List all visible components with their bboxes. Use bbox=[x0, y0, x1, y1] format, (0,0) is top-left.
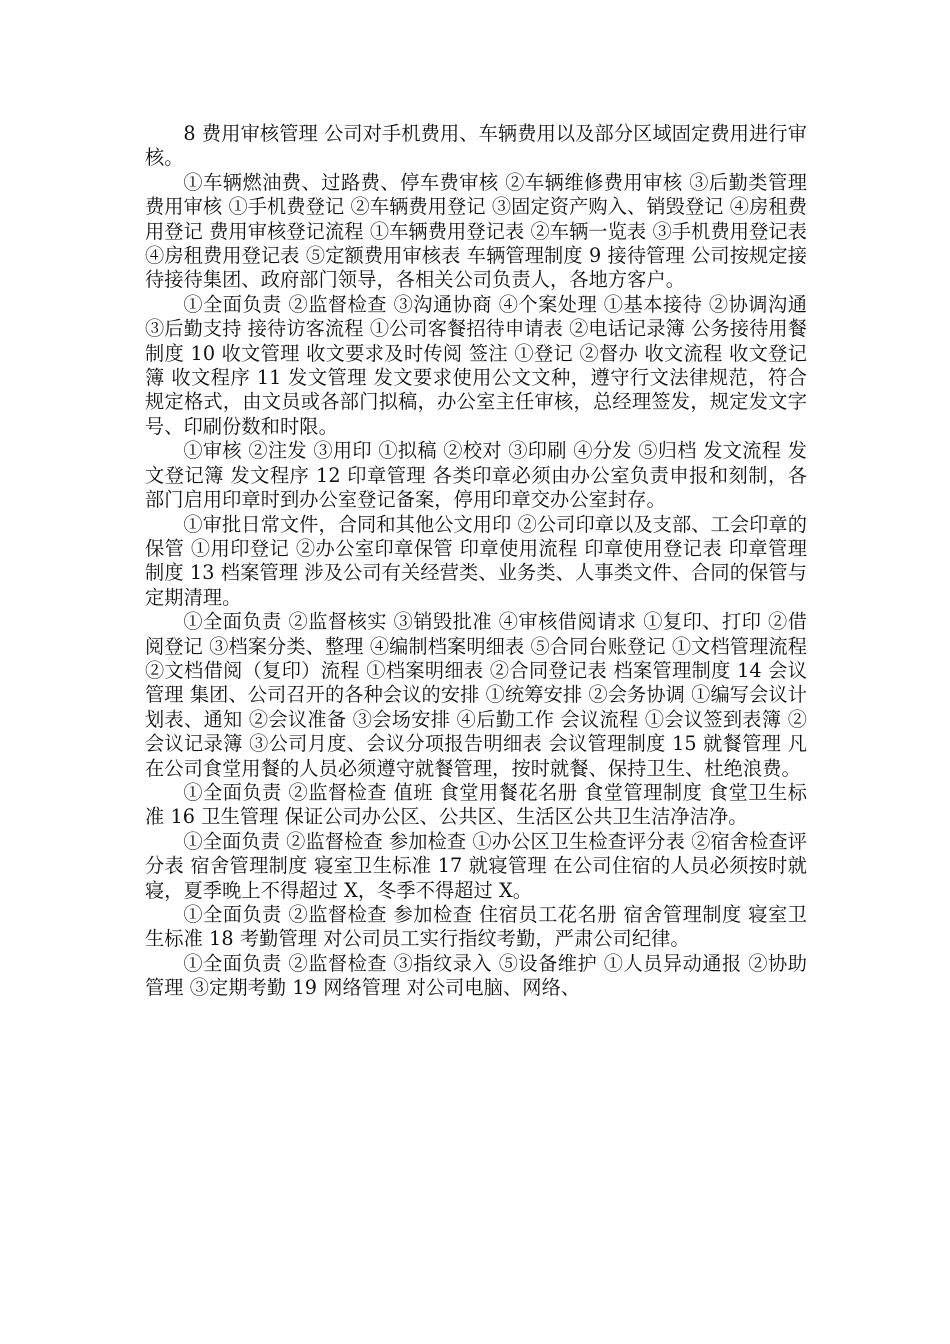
paragraph-attendance-items: ①全面负责 ②监督检查 ③指纹录入 ⑤设备维护 ①人员异动通报 ②协助管理 ③定期考勤 19 网络管理 对公司电脑、网络、 bbox=[145, 951, 807, 1000]
paragraph-archive-meeting-items: ①全面负责 ②监督核实 ③销毁批准 ④审核借阅请求 ①复印、打印 ②借阅登记 ③档案分类、整理 ④编制档案明细表 ⑤合同台账登记 ①文档管理流程 ②文档借阅（复印）流程 ①档案明细表 ②合同登记表 档案管理制度 14 会议管理 集团、公司召开的各种会议的安排 ①统筹安排 ②会务协调 ①编写会议计划表、通知 ②会议准备 ③会场安排 ④后勤工作 会议流程 ①会议签到表簿 ②会议记录簿 ③公司月度、会议分项报告明细表 会议管理制度 15 就餐管理 凡在公司食堂用餐的人员必须遵守就餐管理，按时就餐、保持卫生、杜绝浪费。 bbox=[145, 610, 807, 780]
paragraph-dispatch-items: ①审核 ②注发 ③用印 ①拟稿 ②校对 ③印刷 ④分发 ⑤归档 发文流程 发文登记簿 发文程序 12 印章管理 各类印章必须由办公室负责申报和刻制，各部门启用印章时到办公室登记备案，停用印章交办公室封存。 bbox=[145, 439, 807, 512]
document-body bbox=[145, 122, 807, 1001]
paragraph-reception-items: ①全面负责 ②监督检查 ③沟通协商 ④个案处理 ①基本接待 ②协调沟通 ③后勤支持 接待访客流程 ①公司客餐招待申请表 ②电话记录簿 公务接待用餐制度 10 收文管理 收文要求及时传阅 签注 ①登记 ②督办 收文流程 收文登记簿 收文程序 11 发文管理 发文要求使用公文文种，遵守行文法律规范，符合规定格式，由文员或各部门拟稿，办公室主任审核，总经理签发，规定发文字号、印刷份数和时限。 bbox=[145, 292, 807, 438]
paragraph-dormitory-items: ①全面负责 ②监督检查 参加检查 住宿员工花名册 宿舍管理制度 寝室卫生标准 18 考勤管理 对公司员工实行指纹考勤，严肃公司纪律。 bbox=[145, 903, 807, 951]
paragraph-dining-items: ①全面负责 ②监督检查 值班 食堂用餐花名册 食堂管理制度 食堂卫生标准 16 卫生管理 保证公司办公区、公共区、生活区公共卫生洁净洁净。 bbox=[145, 780, 807, 829]
paragraph-hygiene-items: ①全面负责 ②监督检查 参加检查 ①办公区卫生检查评分表 ②宿舍检查评分表 宿舍管理制度 寝室卫生标准 17 就寝管理 在公司住宿的人员必须按时就寝，夏季晚上不得超过 X，冬季不得超过 X。 bbox=[145, 829, 807, 902]
paragraph-seal-items: ①审批日常文件，合同和其他公文用印 ②公司印章以及支部、工会印章的保管 ①用印登记 ②办公室印章保管 印章使用流程 印章使用登记表 印章管理制度 13 档案管理 涉及公司有关经营类、业务类、人事类文件、合同的保管与定期清理。 bbox=[145, 512, 807, 609]
paragraph-expense-audit: 8 费用审核管理 公司对手机费用、车辆费用以及部分区域固定费用进行审核。 bbox=[145, 122, 807, 170]
paragraph-expense-items: ①车辆燃油费、过路费、停车费审核 ②车辆维修费用审核 ③后勤类管理费用审核 ①手机费登记 ②车辆费用登记 ③固定资产购入、销毁登记 ④房租费用登记 费用审核登记流程 ①车辆费用登记表 ②车辆一览表 ③手机费用登记表 ④房租费用登记表 ⑤定额费用审核表 车辆管理制度 9 接待管理 公司按规定接待接待集团、政府部门领导，各相关公司负责人，各地方客户。 bbox=[145, 170, 807, 292]
